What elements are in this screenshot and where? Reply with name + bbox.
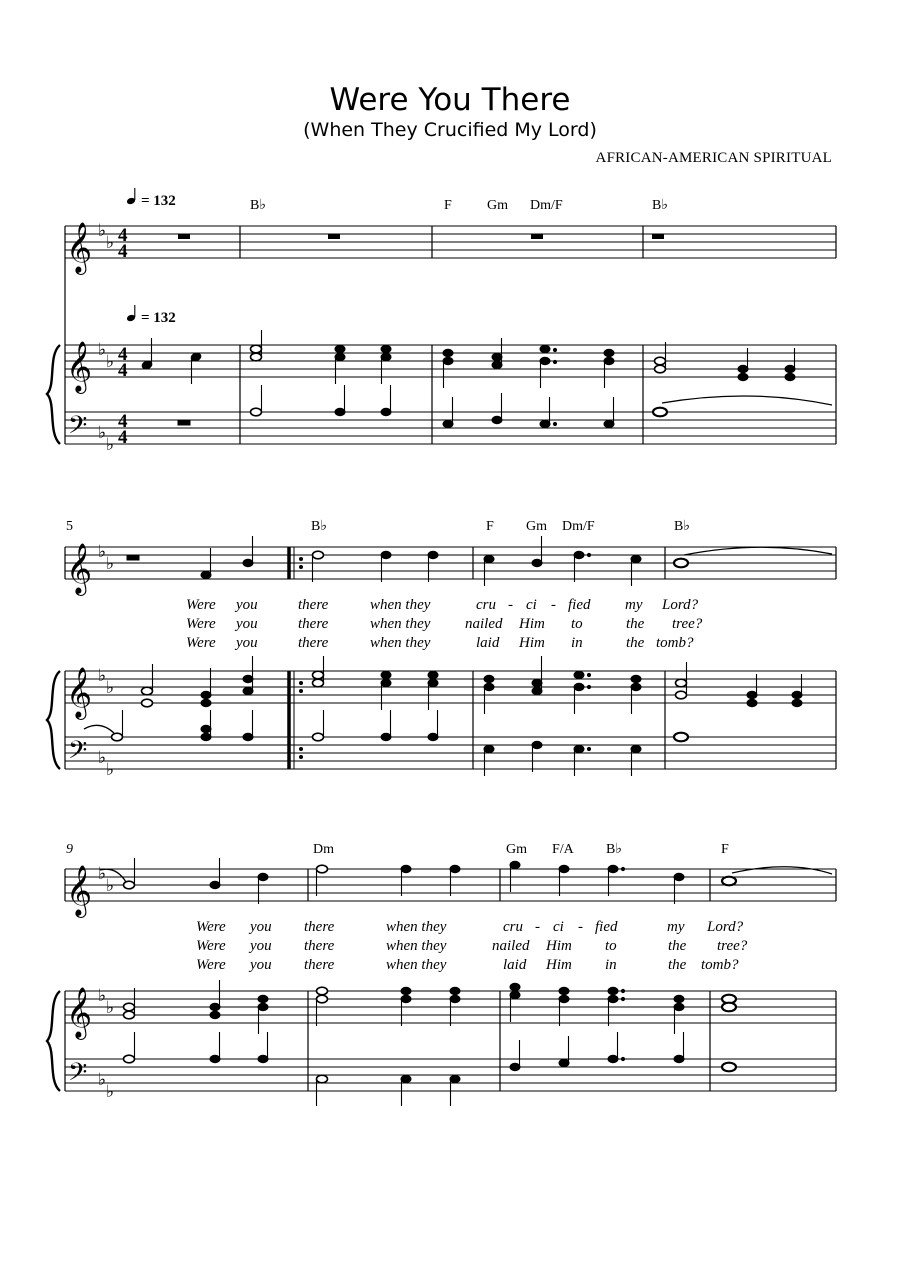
svg-text:when they: when they — [386, 938, 447, 954]
tie — [684, 547, 832, 555]
lyrics-verse-2 — [196, 938, 748, 954]
svg-text:♭: ♭ — [98, 1070, 107, 1089]
svg-text:in: in — [571, 635, 583, 651]
tempo-text: = 132 — [141, 310, 176, 326]
song-subtitle: (When They Crucified My Lord) — [303, 119, 597, 141]
time-signature — [118, 225, 128, 448]
voice-staff — [65, 226, 836, 258]
chord-symbol: B♭ — [250, 198, 266, 213]
svg-text:♭: ♭ — [106, 998, 115, 1017]
svg-text:♭: ♭ — [98, 221, 107, 240]
svg-text:my: my — [667, 919, 685, 935]
lyrics-verse-2 — [186, 616, 703, 632]
svg-text:Him: Him — [546, 938, 572, 954]
svg-text:Were: Were — [196, 957, 226, 973]
piano-brace — [47, 991, 60, 1091]
chord-symbol: B♭ — [674, 519, 690, 534]
svg-text:♭: ♭ — [98, 864, 107, 883]
bass-clef-icon: 𝄢 — [68, 412, 88, 445]
barlines — [308, 869, 836, 1091]
voice-staff — [65, 547, 836, 579]
svg-text:there: there — [304, 938, 335, 954]
svg-text:when they: when they — [386, 957, 447, 973]
chord-symbol: Gm — [487, 198, 508, 213]
voice-notes — [100, 858, 832, 904]
svg-text:nailed: nailed — [492, 938, 530, 954]
chord-symbol: F/A — [552, 842, 574, 857]
piano-brace — [47, 345, 60, 444]
bass-notes — [84, 710, 688, 776]
svg-text:you: you — [236, 616, 258, 632]
svg-text:you: you — [250, 938, 272, 954]
svg-text:Lord?: Lord? — [662, 597, 699, 613]
svg-text:the: the — [626, 635, 645, 651]
lyrics-verse-3 — [186, 635, 694, 651]
svg-text:♭: ♭ — [98, 340, 107, 359]
svg-text:the: the — [668, 938, 687, 954]
chord-symbol: B♭ — [606, 842, 622, 857]
svg-text:♭: ♭ — [106, 760, 115, 779]
treble-clef-icon: 𝄞 — [66, 544, 93, 593]
tie — [732, 867, 832, 874]
chord-symbol: B♭ — [652, 198, 668, 213]
svg-text:Were: Were — [196, 938, 226, 954]
svg-text:4: 4 — [118, 241, 128, 262]
svg-text:♭: ♭ — [106, 876, 115, 895]
svg-text:Him: Him — [519, 616, 545, 632]
svg-text:♭: ♭ — [106, 678, 115, 697]
svg-text:4: 4 — [118, 344, 128, 365]
svg-text:♭: ♭ — [98, 542, 107, 561]
svg-text:there: there — [304, 919, 335, 935]
svg-text:to: to — [605, 938, 617, 954]
tie — [84, 725, 114, 733]
chord-symbol: Gm — [526, 519, 547, 534]
svg-text:4: 4 — [118, 427, 128, 448]
svg-text:-: - — [578, 919, 583, 935]
lyrics-verse-3 — [196, 957, 739, 973]
svg-text:ci: ci — [526, 597, 537, 613]
chord-symbol: F — [444, 198, 452, 213]
svg-text:♭: ♭ — [98, 666, 107, 685]
composer-credit: AFRICAN-AMERICAN SPIRITUAL — [595, 150, 832, 166]
svg-text:when they: when they — [370, 616, 431, 632]
system-3 — [47, 842, 836, 1106]
svg-text:the: the — [626, 616, 645, 632]
svg-text:tomb?: tomb? — [656, 635, 694, 651]
treble-clef-icon: 𝄞 — [66, 342, 93, 391]
system-1 — [47, 188, 836, 454]
bass-clef-icon: 𝄢 — [68, 1059, 88, 1092]
key-signature — [98, 864, 114, 1101]
bass-clef-icon: 𝄢 — [68, 737, 88, 770]
piano-treble-staff — [65, 671, 836, 703]
svg-text:4: 4 — [118, 411, 128, 432]
treble-notes — [141, 330, 795, 388]
repeat-dots — [299, 557, 303, 759]
svg-text:tree?: tree? — [717, 938, 748, 954]
svg-text:cru: cru — [476, 597, 496, 613]
svg-text:there: there — [298, 635, 329, 651]
svg-text:there: there — [298, 616, 329, 632]
chord-symbol: F — [486, 519, 494, 534]
treble-clef-icon: 𝄞 — [66, 988, 93, 1037]
chord-symbol: Gm — [506, 842, 527, 857]
svg-text:Him: Him — [546, 957, 572, 973]
svg-text:fied: fied — [568, 597, 591, 613]
svg-text:there: there — [298, 597, 329, 613]
piano-bass-staff — [65, 412, 836, 444]
svg-text:when they: when they — [386, 919, 447, 935]
svg-text:Lord?: Lord? — [707, 919, 744, 935]
svg-text:♭: ♭ — [98, 986, 107, 1005]
svg-text:tree?: tree? — [672, 616, 703, 632]
chord-symbol: Dm/F — [562, 519, 595, 534]
svg-text:nailed: nailed — [465, 616, 503, 632]
svg-text:♭: ♭ — [106, 1082, 115, 1101]
treble-clef-icon: 𝄞 — [66, 223, 93, 272]
tie — [662, 396, 832, 405]
svg-text:Him: Him — [519, 635, 545, 651]
svg-text:Were: Were — [186, 597, 216, 613]
treble-clef-icon: 𝄞 — [66, 668, 93, 717]
svg-text:to: to — [571, 616, 583, 632]
svg-text:laid: laid — [476, 635, 500, 651]
svg-text:tomb?: tomb? — [701, 957, 739, 973]
svg-text:the: the — [668, 957, 687, 973]
half-rest — [178, 234, 664, 239]
measure-number: 5 — [66, 519, 73, 534]
svg-text:-: - — [508, 597, 513, 613]
svg-text:Were: Were — [186, 616, 216, 632]
tempo-mark-piano — [126, 305, 176, 326]
svg-text:-: - — [535, 919, 540, 935]
lyrics-verse-1 — [196, 919, 744, 935]
barlines — [289, 547, 836, 769]
svg-text:you: you — [236, 635, 258, 651]
svg-text:Were: Were — [196, 919, 226, 935]
tempo-text: = 132 — [141, 193, 176, 209]
song-title: Were You There — [329, 82, 571, 118]
chord-symbol: F — [721, 842, 729, 857]
system-2 — [47, 519, 836, 779]
svg-text:you: you — [236, 597, 258, 613]
tempo-mark-voice — [126, 188, 176, 209]
svg-text:fied: fied — [595, 919, 618, 935]
measure-number: 9 — [66, 842, 73, 857]
svg-text:cru: cru — [503, 919, 523, 935]
svg-text:♭: ♭ — [106, 352, 115, 371]
svg-text:-: - — [551, 597, 556, 613]
svg-text:♭: ♭ — [98, 423, 107, 442]
svg-text:when they: when they — [370, 597, 431, 613]
treble-notes — [142, 656, 803, 714]
chord-symbol: Dm — [313, 842, 334, 857]
svg-text:there: there — [304, 957, 335, 973]
barlines — [240, 226, 836, 444]
bass-notes — [178, 385, 832, 428]
lyrics-verse-1 — [186, 597, 699, 613]
svg-text:4: 4 — [118, 225, 128, 246]
svg-text:♭: ♭ — [98, 748, 107, 767]
svg-text:♭: ♭ — [106, 554, 115, 573]
svg-text:laid: laid — [503, 957, 527, 973]
key-signature — [98, 221, 114, 454]
svg-text:you: you — [250, 919, 272, 935]
svg-text:4: 4 — [118, 360, 128, 381]
svg-text:♭: ♭ — [106, 233, 115, 252]
chord-symbol: Dm/F — [530, 198, 563, 213]
svg-text:♭: ♭ — [106, 435, 115, 454]
bass-notes — [124, 1032, 737, 1106]
svg-text:when they: when they — [370, 635, 431, 651]
piano-brace — [47, 671, 60, 769]
treble-clef-icon: 𝄞 — [66, 866, 93, 915]
key-signature — [98, 542, 114, 779]
svg-text:in: in — [605, 957, 617, 973]
svg-text:ci: ci — [553, 919, 564, 935]
svg-text:Were: Were — [186, 635, 216, 651]
chord-symbol: B♭ — [311, 519, 327, 534]
svg-text:my: my — [625, 597, 643, 613]
piano-bass-staff — [65, 737, 836, 769]
svg-text:you: you — [250, 957, 272, 973]
